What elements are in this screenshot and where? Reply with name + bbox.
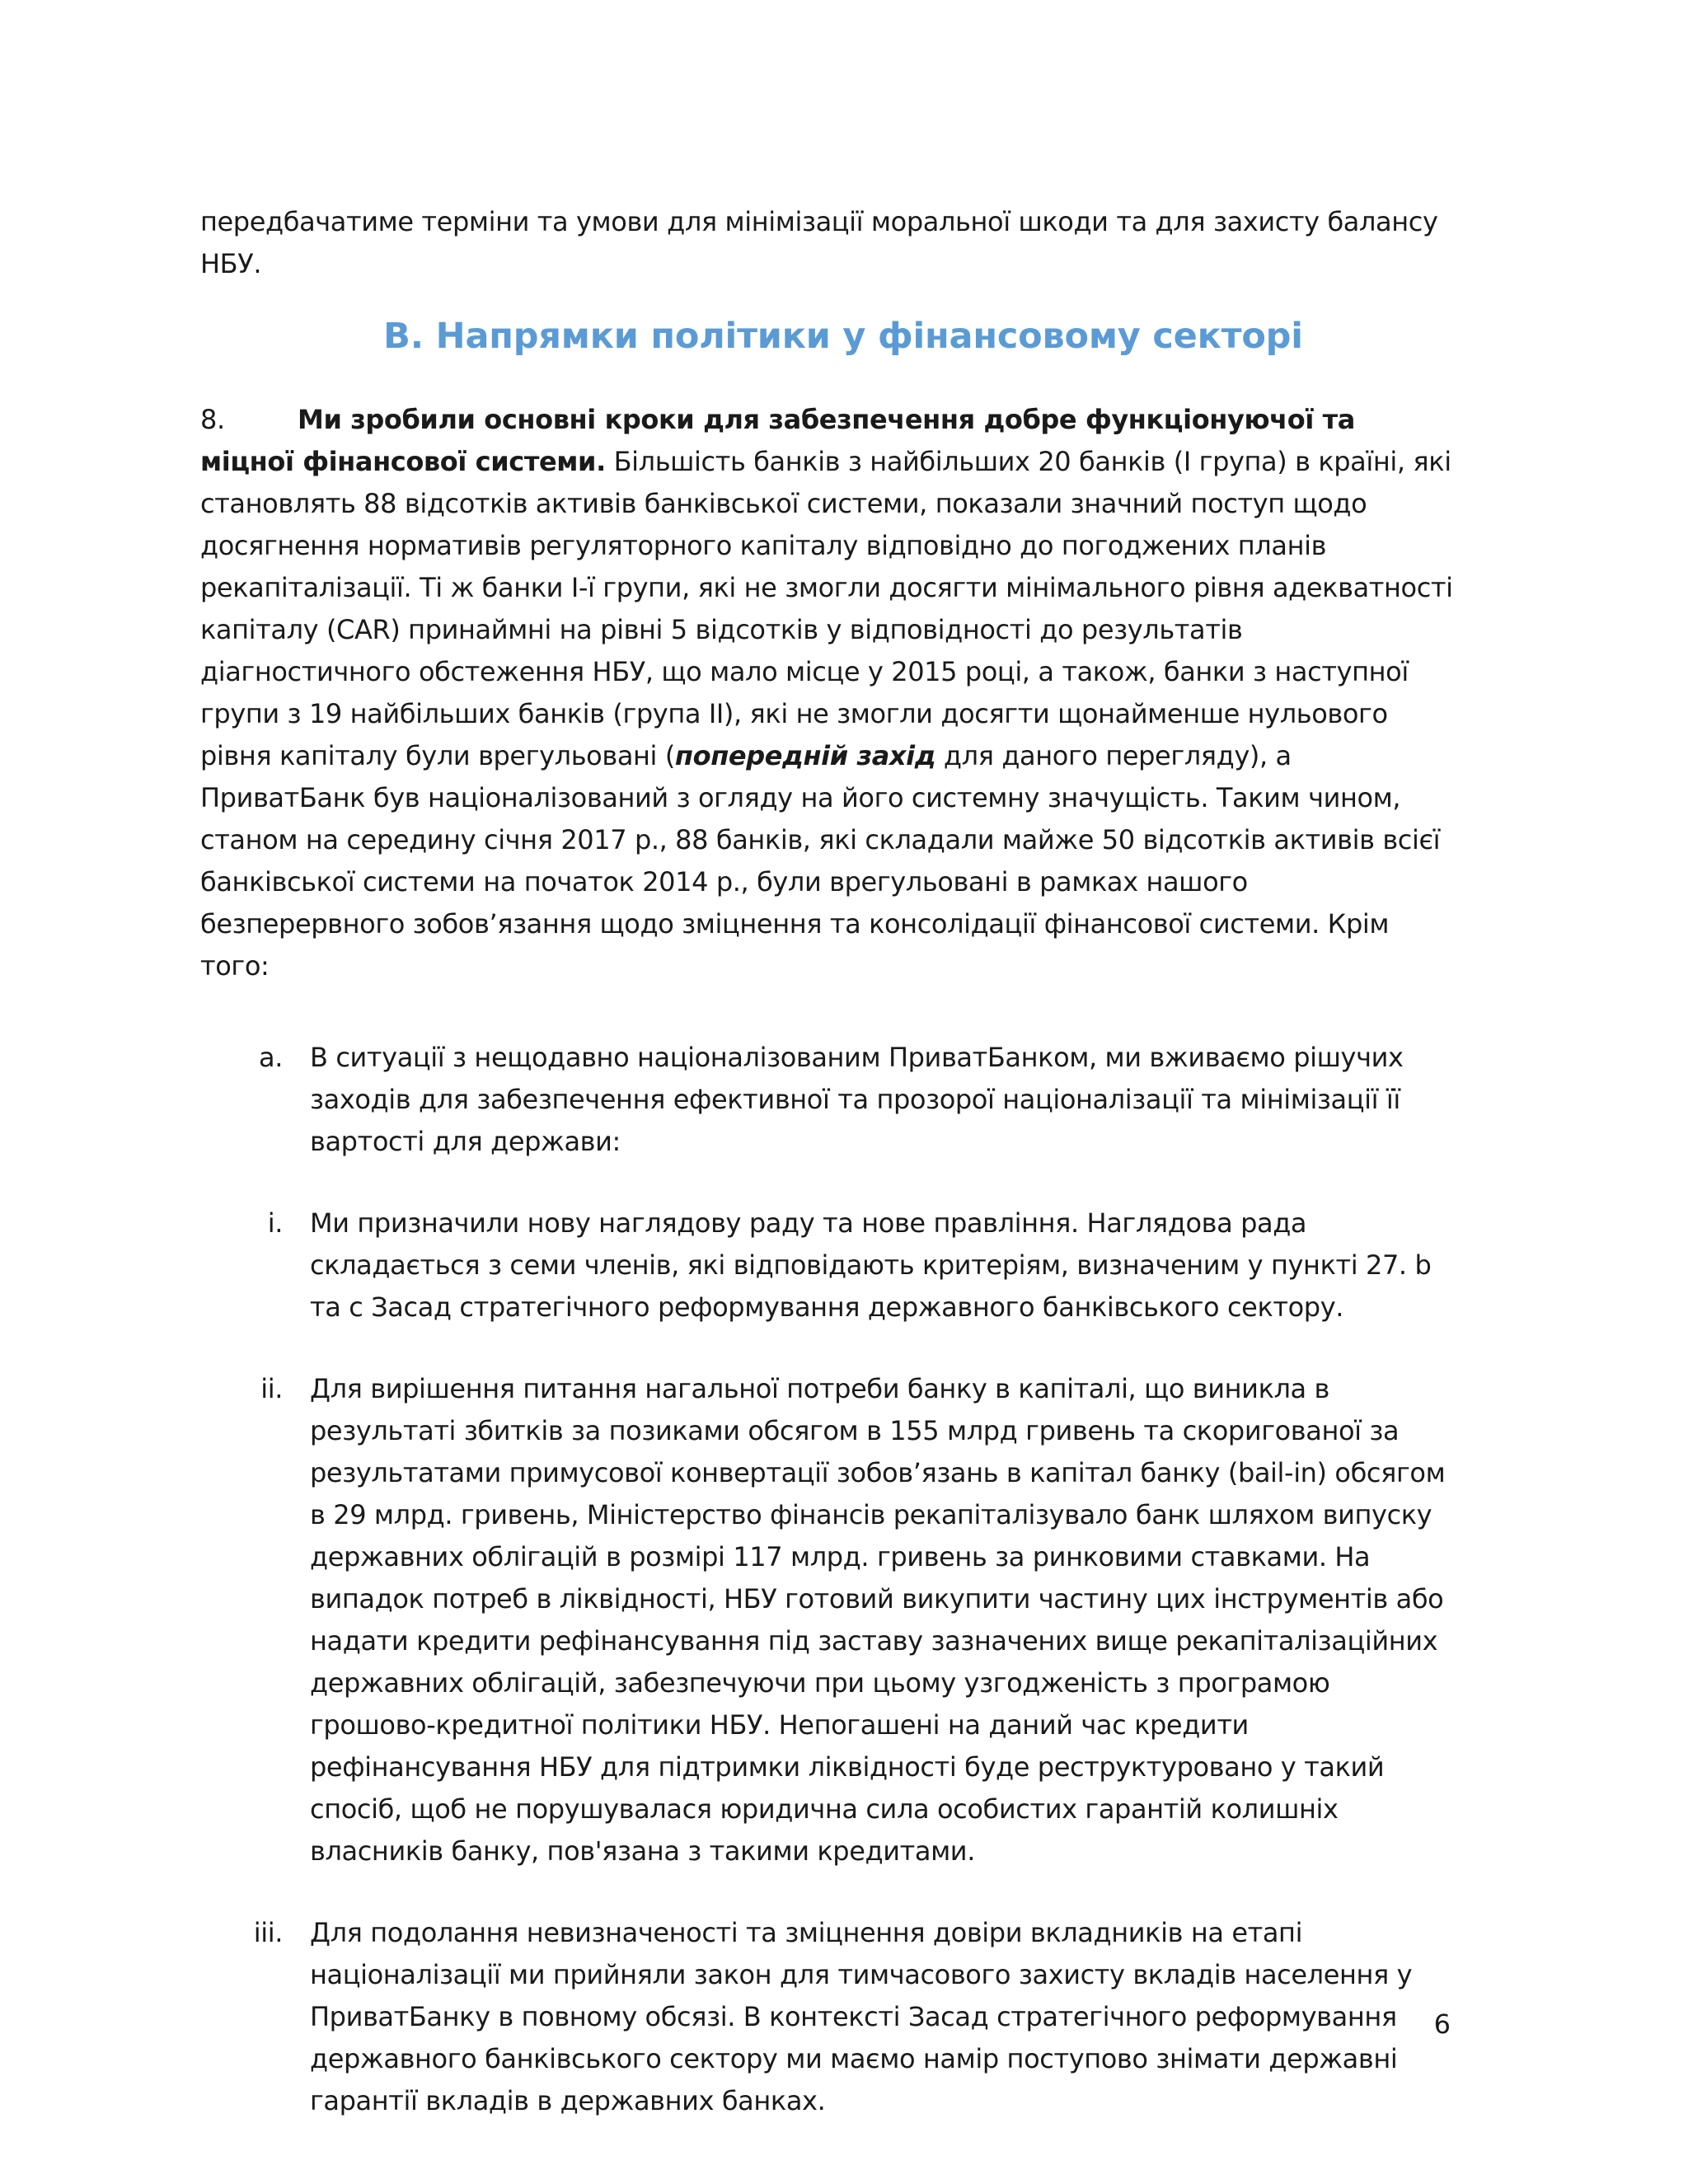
intro-paragraph: передбачатиме терміни та умови для мінімізації моральної шкоди та для захисту балансу НБУ.	[200, 206, 1438, 279]
list-item-iii	[200, 1912, 1453, 2122]
list-marker: i.	[267, 1207, 283, 1239]
page-number: 6	[1433, 2008, 1451, 2040]
list-item-text: Для вирішення питання нагальної потреби банку в капіталі, що виникла в результаті збитків за позиками обсягом в 155 млрд гривень та скоригованої за результатами примусової конвертації зобов’язань в капітал банку (bail-in) обсягом в 29 млрд. гривень, Міністерство фінансів рекапіталізувало банк шляхом випуску державних облігацій в розмірі 117 млрд. гривень за ринковими ставками. На випадок потреб в ліквідності, НБУ готовий викупити частину цих інструментів або надати кредити рефінансування під заставу зазначених вище рекапіталізаційних державних облігацій, забезпечуючи при цьому узгодженість з програмою грошово-кредитної політики НБУ. Непогашені на даний час кредити рефінансування НБУ для підтримки ліквідності буде реструктуровано у такий спосіб, щоб не порушувалася юридична сила особистих гарантій колишніх власників банку, пов'язана з такими кредитами.	[310, 1373, 1446, 1867]
list-item-text: Для подолання невизначеності та зміцнення довіри вкладників на етапі націоналізації ми прийняли закон для тимчасового захисту вкладів населення у ПриватБанку в повному обсязі. В контексті Засад стратегічного реформування державного банківського сектору ми маємо намір поступово знімати державні гарантії вкладів в державних банках.	[310, 1917, 1413, 2116]
list-item-i	[200, 1202, 1453, 1329]
section-heading: B. Напрямки політики у фінансовому секторі	[383, 316, 1303, 357]
list-marker: ii.	[260, 1373, 283, 1404]
paragraph-8	[200, 399, 1453, 987]
list-item-ii	[200, 1368, 1453, 1872]
list-item-a	[200, 1037, 1453, 1163]
list-item-text: В ситуації з нещодавно націоналізованим ПриватБанком, ми вживаємо рішучих заходів для забезпечення ефективної та прозорої націоналізації та мінімізації її вартості для держави:	[310, 1042, 1404, 1157]
list-item-text: Ми призначили нову наглядову раду та нове правління. Наглядова рада складається з семи членів, які відповідають критеріям, визначеним у пункті 27. b та c Засад стратегічного реформування державного банківського сектору.	[310, 1207, 1432, 1323]
paragraph-lead-bold: Ми зробили основні кроки для забезпечення добре функціонуючої та міцної фінансової системи.	[200, 404, 1355, 477]
paragraph-number: 8.	[200, 404, 225, 435]
list-marker: iii.	[253, 1917, 283, 1948]
document-page	[200, 201, 1453, 2162]
paragraph-emphasis: попередній захід	[674, 740, 936, 771]
list-marker: a.	[259, 1042, 283, 1073]
paragraph-text-part-2: для даного перегляду), а ПриватБанк був націоналізований з огляду на його системну значущість. Таким чином, станом на середину січня 2017 р., 88 банків, які складали майже 50 відсотків активів всієї банківської системи на початок 2014 р., були врегульовані в рамках нашого безперервного зобов’язання щодо зміцнення та консолідації фінансової системи. Крім того:	[200, 740, 1441, 982]
paragraph-text-part-1: Більшість банків з найбільших 20 банків (I група) в країні, які становлять 88 відсотків активів банківської системи, показали значний поступ щодо досягнення нормативів регуляторного капіталу відповідно до погоджених планів рекапіталізації. Ті ж банки I-ї групи, які не змогли досягти мінімального рівня адекватності капіталу (CAR) принаймні на рівні 5 відсотків у відповідності до результатів діагностичного обстеження НБУ, що мало місце у 2015 році, а також, банки з наступної групи з 19 найбільших банків (група II), які не змогли досягти щонайменше нульового рівня капіталу були врегульовані (	[200, 446, 1453, 771]
